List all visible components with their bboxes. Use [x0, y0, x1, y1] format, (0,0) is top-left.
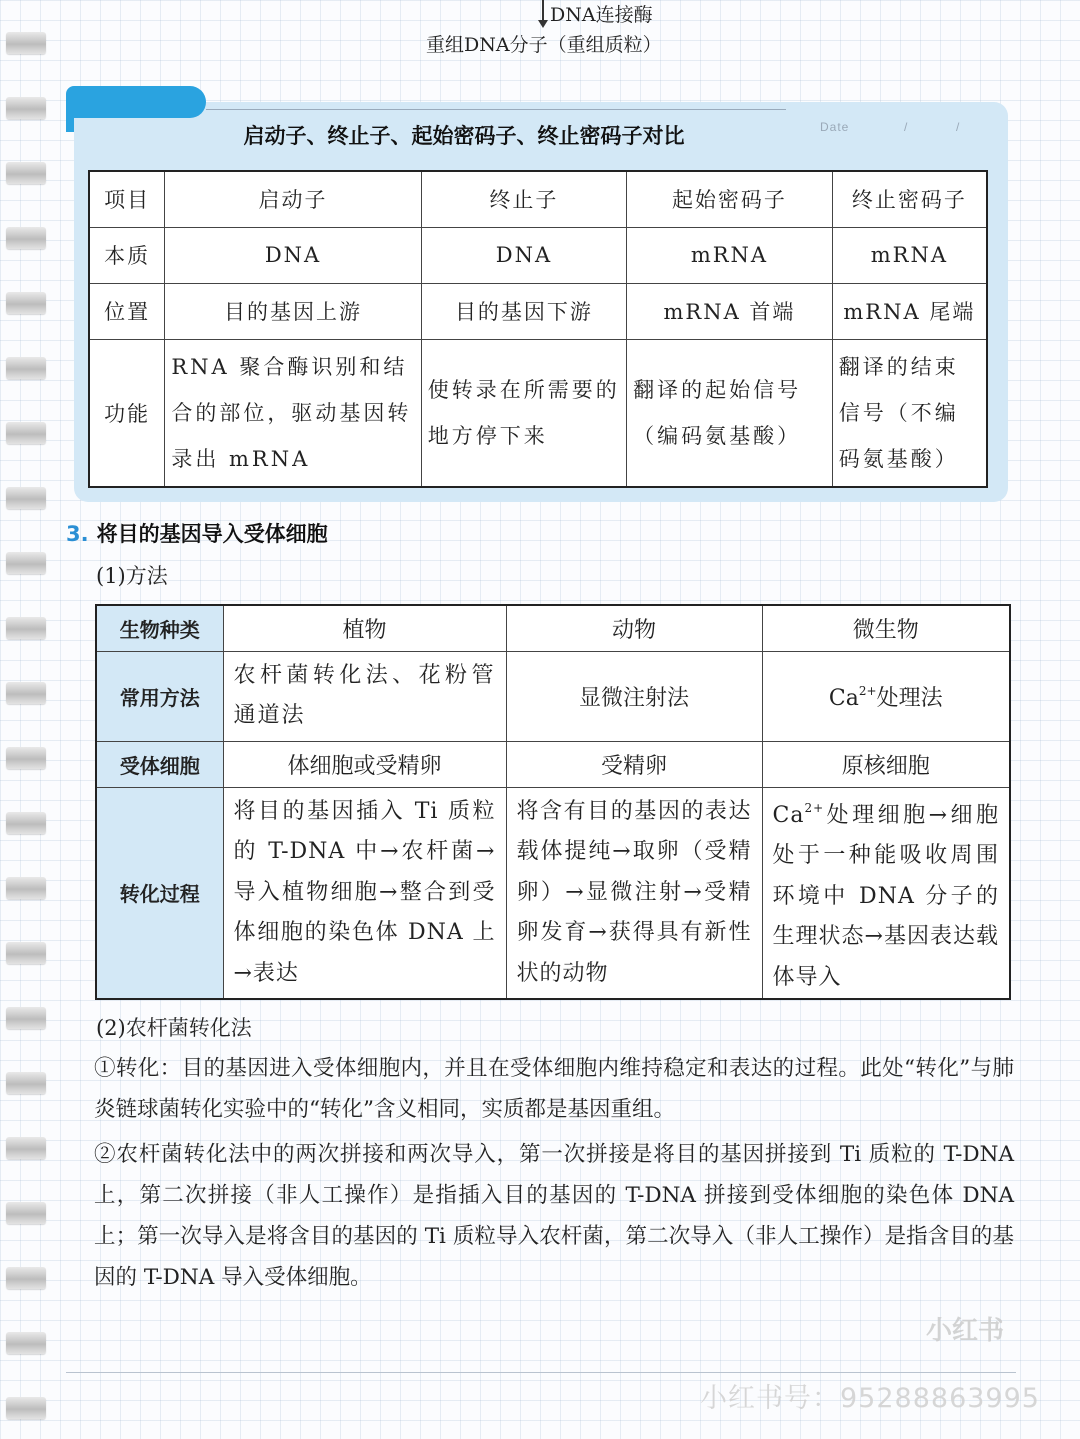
table-cell: mRNA 首端 [627, 283, 833, 339]
binding-ring [6, 812, 46, 834]
row-label: 功能 [89, 339, 165, 487]
table-cell: 受精卵 [506, 741, 762, 787]
table-cell: RNA 聚合酶识别和结合的部位，驱动基因转录出 mRNA [165, 339, 421, 487]
binding-ring [6, 162, 46, 184]
table-cell: 翻译的结束信号（不编码氨基酸） [832, 339, 987, 487]
binding-ring [6, 877, 46, 899]
table-header-row [89, 171, 987, 227]
process-text: 处理细胞→细胞处于一种能吸收周围环境中 DNA 分子的生理状态→基因表达载体导入 [772, 802, 999, 990]
table-cell: 将目的基因插入 Ti 质粒的 T-DNA 中→农杆菌→导入植物细胞→整合到受体细胞的染色体 DNA 上→表达 [223, 787, 506, 999]
table-cell: mRNA [832, 227, 987, 283]
header-cell: 启动子 [165, 171, 421, 227]
binding-ring [6, 942, 46, 964]
table-cell: 体细胞或受精卵 [223, 741, 506, 787]
binding-ring [6, 357, 46, 379]
binding-ring [6, 1202, 46, 1224]
table-cell: 翻译的起始信号（编码氨基酸） [627, 339, 833, 487]
table-cell: 显微注射法 [506, 651, 762, 741]
card-tab-decoration [66, 86, 206, 118]
table-cell: 使转录在所需要的地方停下来 [421, 339, 626, 487]
section-heading [66, 518, 328, 548]
binding-ring [6, 1397, 46, 1419]
date-field [820, 120, 961, 134]
binding-ring [6, 747, 46, 769]
top-diagram-fragment [420, 0, 720, 60]
table-cell: 目的基因上游 [165, 283, 421, 339]
header-cell: 终止子 [421, 171, 626, 227]
row-header: 受体细胞 [96, 741, 223, 787]
binding-ring [6, 552, 46, 574]
table-cell: 将含有目的基因的表达载体提纯→取卵（受精卵）→显微注射→受精卵发育→获得具有新性状的动物 [506, 787, 762, 999]
arrow-head-icon [538, 20, 548, 28]
row-label: 本质 [89, 227, 165, 283]
row-header: 转化过程 [96, 787, 223, 999]
paragraph-transformation: ①转化：目的基因进入受体细胞内，并且在受体细胞内维持稳定和表达的过程。此处“转化”与肺炎链球菌转化实验中的“转化”含义相同，实质都是基因重组。 [94, 1056, 1014, 1122]
date-slash: / [956, 120, 961, 134]
binding-ring [6, 422, 46, 444]
table-cell: DNA [165, 227, 421, 283]
header-cell: 终止密码子 [832, 171, 987, 227]
card-title: 启动子、终止子、起始密码子、终止密码子对比 [243, 124, 685, 148]
date-slash: / [904, 120, 909, 134]
binding-ring [6, 32, 46, 54]
header-cell: 项目 [89, 171, 165, 227]
binding-ring [6, 617, 46, 639]
header-cell: 起始密码子 [627, 171, 833, 227]
ion-symbol: Ca [772, 802, 805, 828]
product-label: 重组DNA分子（重组质粒） [426, 34, 662, 56]
date-label: Date [820, 120, 850, 134]
ion-charge: 2+ [804, 800, 825, 815]
paragraph-splicing: ②农杆菌转化法中的两次拼接和两次导入，第一次拼接是将目的基因拼接到 Ti 质粒的 T-DNA 上，第二次拼接（非人工操作）是指插入目的基因的 T-DNA 拼接到受体细胞的染色体 DNA 上；第一次导入是将含目的基因的 Ti 质粒导入农杆菌，第二次导入（非人工操作）是指含目的基因的 T-DNA 导入受体细胞。 [94, 1142, 1014, 1290]
column-header: 动物 [506, 605, 762, 651]
table-cell: 目的基因下游 [421, 283, 626, 339]
binding-ring [6, 1267, 46, 1289]
table-row [96, 787, 1010, 999]
subheading-agrobacterium: (2)农杆菌转化法 [96, 1016, 252, 1040]
binding-ring [6, 682, 46, 704]
table-row [89, 283, 987, 339]
binding-ring [6, 1137, 46, 1159]
row-label: 位置 [89, 283, 165, 339]
bottom-rule-line [66, 1372, 1016, 1373]
binding-ring [6, 292, 46, 314]
table-cell [762, 787, 1010, 999]
methods-table [95, 604, 1011, 1000]
binding-ring [6, 487, 46, 509]
binding-ring [6, 227, 46, 249]
table-cell [762, 651, 1010, 741]
watermark-id: 小红书号：95288863995 [700, 1383, 1040, 1414]
table-cell: 原核细胞 [762, 741, 1010, 787]
method-text: 处理法 [876, 685, 943, 711]
enzyme-label: DNA连接酶 [550, 4, 653, 26]
table-cell: 农杆菌转化法、花粉管通道法 [223, 651, 506, 741]
section-title: 将目的基因导入受体细胞 [96, 522, 328, 546]
table-row [89, 227, 987, 283]
card-rule-line [206, 109, 786, 110]
table-cell: mRNA [627, 227, 833, 283]
down-arrow-icon [542, 0, 544, 22]
watermark-logo: 小红书 [926, 1316, 1005, 1346]
ion-symbol: Ca [828, 685, 859, 711]
table-row [89, 339, 987, 487]
ion-charge: 2+ [858, 683, 877, 698]
binding-ring [6, 97, 46, 119]
table-row [96, 741, 1010, 787]
column-header: 微生物 [762, 605, 1010, 651]
section-number: 3. [66, 522, 89, 546]
notebook-binding [0, 0, 50, 1439]
subheading-methods: (1)方法 [96, 564, 168, 588]
card-tab-tail [66, 110, 74, 132]
binding-ring [6, 1332, 46, 1354]
binding-ring [6, 1072, 46, 1094]
table-cell: DNA [421, 227, 626, 283]
binding-ring [6, 1007, 46, 1029]
table-cell: mRNA 尾端 [832, 283, 987, 339]
comparison-table [88, 170, 988, 488]
row-header: 常用方法 [96, 651, 223, 741]
table-row [96, 651, 1010, 741]
row-header: 生物种类 [96, 605, 223, 651]
table-row [96, 605, 1010, 651]
column-header: 植物 [223, 605, 506, 651]
